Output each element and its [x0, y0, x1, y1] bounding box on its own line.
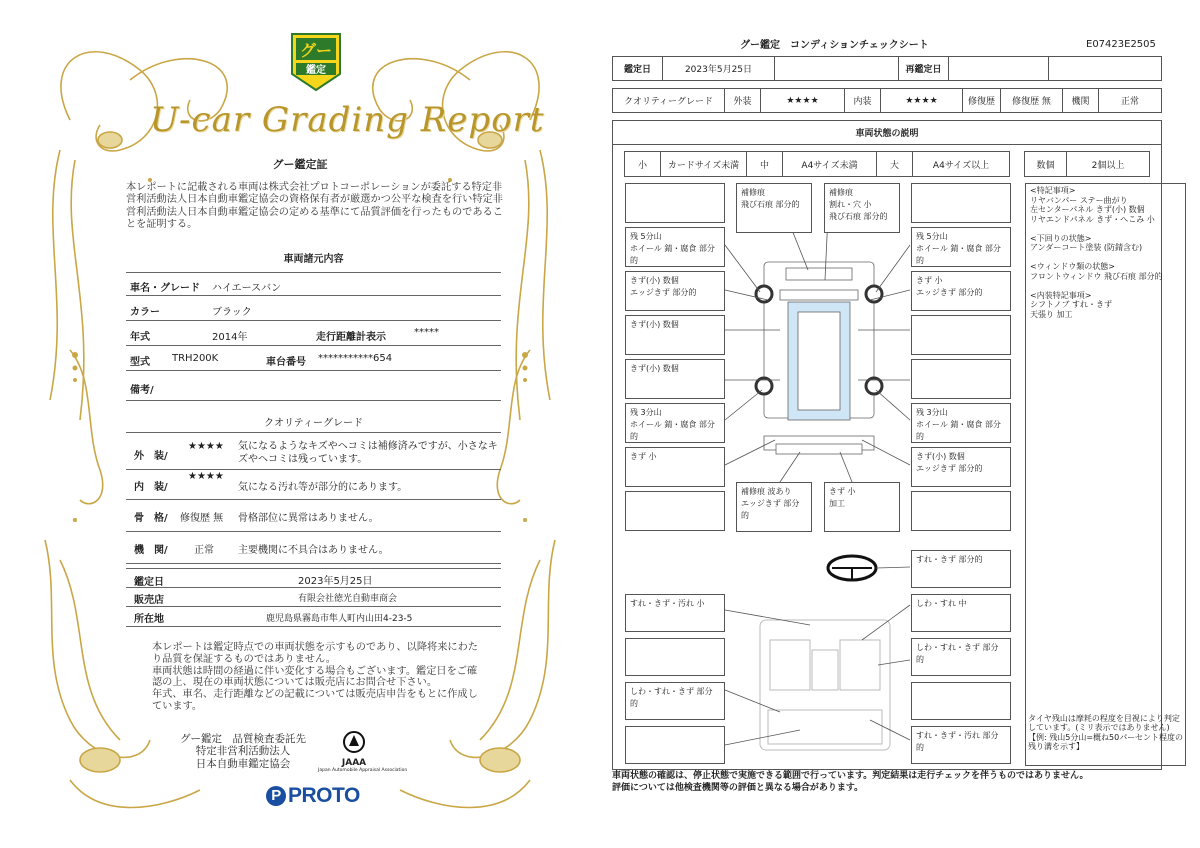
goo-kantei-logo	[288, 30, 344, 92]
note-box-empty-4	[911, 315, 1011, 355]
note-windshield: 補修痕 割れ・穴 小 飛び石痕 部分的	[824, 183, 900, 233]
note-cargo: すれ・きず・汚れ 部分的	[911, 726, 1011, 764]
condition-check-sheet	[600, 0, 1200, 848]
special-notes: <特記事項> リヤバンパー ステー曲がり 左センターパネル きず(小) 数個 リヤエンドパネル きず・へこみ 小 <下回りの状態> アンダーコート塗装 (防錆含む) <ウィンドウ類の状態> フロントウィンドウ 飛び石痕 部分的 <内装特記事項> シフトノブ すれ・きず 天張り 加工	[1025, 183, 1186, 766]
note-rear-left-tyre: 残 3分山 ホイール 錆・腐食 部分的	[625, 403, 725, 443]
note-box-empty-1	[625, 183, 725, 223]
note-rear-end: きず 小 加工	[824, 482, 900, 532]
note-box-empty-6	[911, 491, 1011, 531]
note-front-left-tyre: 残 5分山 ホイール 錆・腐食 部分的	[625, 227, 725, 267]
spec-row-name: 車名・グレード ハイエースバン	[126, 272, 501, 296]
sheet-id: E07423E2505	[1086, 39, 1156, 50]
note-box-empty-8	[911, 682, 1011, 720]
spec-row-model: 型式 TRH200K 車台番号 ***********654	[126, 346, 501, 371]
note-left-door: きず(小) 数個	[625, 315, 725, 355]
note-box-empty-2	[625, 491, 725, 531]
certificate-body: 本レポートに記載される車両は株式会社プロトコーポレーションが委託する特定非営利活動法人日本自動車鑑定協会の資格保有者が厳選かつ公平な検査を行い特定非営利活動法人日本自動車鑑定協会の定める基準にて品質評価を行ったものであることを証明する。	[126, 182, 503, 230]
note-steering: すれ・きず 部分的	[911, 550, 1011, 588]
jaaa-emblem-icon	[341, 730, 367, 754]
note-front-seat-right: しわ・すれ 中	[911, 594, 1011, 632]
note-front-bumper: 補修痕 飛び石痕 部分的	[736, 183, 812, 233]
address-row: 所在地 鹿児島県霧島市隼人町内山田4-23-5	[126, 607, 501, 627]
svg-text:グー: グー	[299, 41, 333, 60]
note-box-empty-5	[911, 359, 1011, 399]
spec-row-color: カラー ブラック	[126, 296, 501, 321]
grade-row: クオリティーグレード 外装 ★★★★ 内装 ★★★★ 修復歴 修復歴 無 機関 正常	[612, 88, 1162, 113]
notice-text: 本レポートは鑑定時点での車両状態を示すものであり、以降将来にわたり品質を保証するものではありません。 車両状態は時間の経過に伴い変化する場合もございます。鑑定日をご確認の上、現在の車両状態については販売店にお問合せ下さい。 年式、車名、走行距離などの記載については販売店申告をもとに作成しています。	[152, 642, 478, 712]
note-box-empty-9	[625, 726, 725, 764]
jaaa-name: Japan Automobile Appraisal Association	[318, 768, 408, 773]
note-box-empty-7	[625, 638, 725, 676]
size-legend: 小 カードサイズ未満 中 A4サイズ未満 大 A4サイズ以上	[624, 151, 1010, 177]
jaaa-logo	[318, 730, 408, 773]
note-rear-right: きず(小) 数個 エッジきず 部分的	[911, 447, 1011, 487]
note-rear-bumper: 補修痕 波あり エッジきず 部分的	[736, 482, 812, 532]
proto-logo: P PROTO	[266, 784, 360, 808]
note-front-left-panel: きず(小) 数個 エッジきず 部分的	[625, 271, 725, 311]
count-legend: 数個 2個以上	[1024, 151, 1150, 177]
note-rear-seat: しわ・すれ・きず 部分的	[625, 682, 725, 720]
spec-row-remarks: 備考/	[126, 371, 501, 401]
note-rear-left: きず 小	[625, 447, 725, 487]
spec-row-year: 年式 2014年 走行距離計表示 *****	[126, 321, 501, 346]
certificate-title: グー鑑定証	[272, 158, 328, 171]
dealer-row: 販売店 有限会社徳光自動車商会	[126, 588, 501, 607]
quality-row-frame: 骨 格/ 修復歴 無 骨格部位に異常はありません。	[126, 500, 501, 532]
script-title: U-car Grading Report	[150, 100, 545, 140]
svg-text:鑑定: 鑑定	[306, 65, 326, 76]
note-front-seat-left: しわ・すれ・きず 部分的	[911, 638, 1011, 676]
tyre-note: タイヤ残山は摩耗の程度を目視により判定しています。(ミリ表示ではありません) 【例: 残山5分山=概ね50パーセント程度の残り溝を示す】	[1028, 714, 1184, 751]
quality-row-exterior: 外 装/ ★★★★ 気になるようなキズやヘコミは補修済みですが、小さなキズやヘコミは残っています。	[126, 432, 501, 470]
note-box-empty-3	[911, 183, 1011, 223]
committee-text: グー鑑定 品質検査委託先 特定非営利活動法人 日本自動車鑑定協会	[180, 733, 306, 770]
quality-heading: クオリティーグレード	[264, 418, 363, 429]
note-left-center: きず(小) 数個	[625, 359, 725, 399]
date-row: 鑑定日 2023年5月25日	[126, 568, 501, 588]
note-rear-right-tyre: 残 3分山 ホイール 錆・腐食 部分的	[911, 403, 1011, 443]
specs-heading: 車両諸元内容	[283, 254, 344, 265]
jaaa-tag: JAAA	[341, 758, 367, 768]
note-dashboard: すれ・きず・汚れ 小	[625, 594, 725, 632]
quality-row-interior: 内 装/ ★★★★ 気になる汚れ等が部分的にあります。	[126, 470, 501, 500]
sheet-footnote: 車両状態の確認は、停止状態で実施できる範囲で行っています。判定結果は走行チェックを伴うものではありません。 評価については他検査機関等の評価と異なる場合があります。	[612, 771, 1089, 793]
proto-mark-icon: P	[266, 786, 286, 806]
sheet-title: グー鑑定 コンディションチェックシート	[740, 40, 929, 51]
note-front-right-tyre: 残 5分山 ホイール 錆・腐食 部分的	[911, 227, 1011, 267]
date-row: 鑑定日 2023年5月25日 再鑑定日	[612, 56, 1162, 81]
quality-row-engine: 機 関/ 正常 主要機関に不具合はありません。	[126, 532, 501, 564]
note-front-right-panel: きず 小 エッジきず 部分的	[911, 271, 1011, 311]
state-heading: 車両状態の説明	[613, 121, 1161, 145]
